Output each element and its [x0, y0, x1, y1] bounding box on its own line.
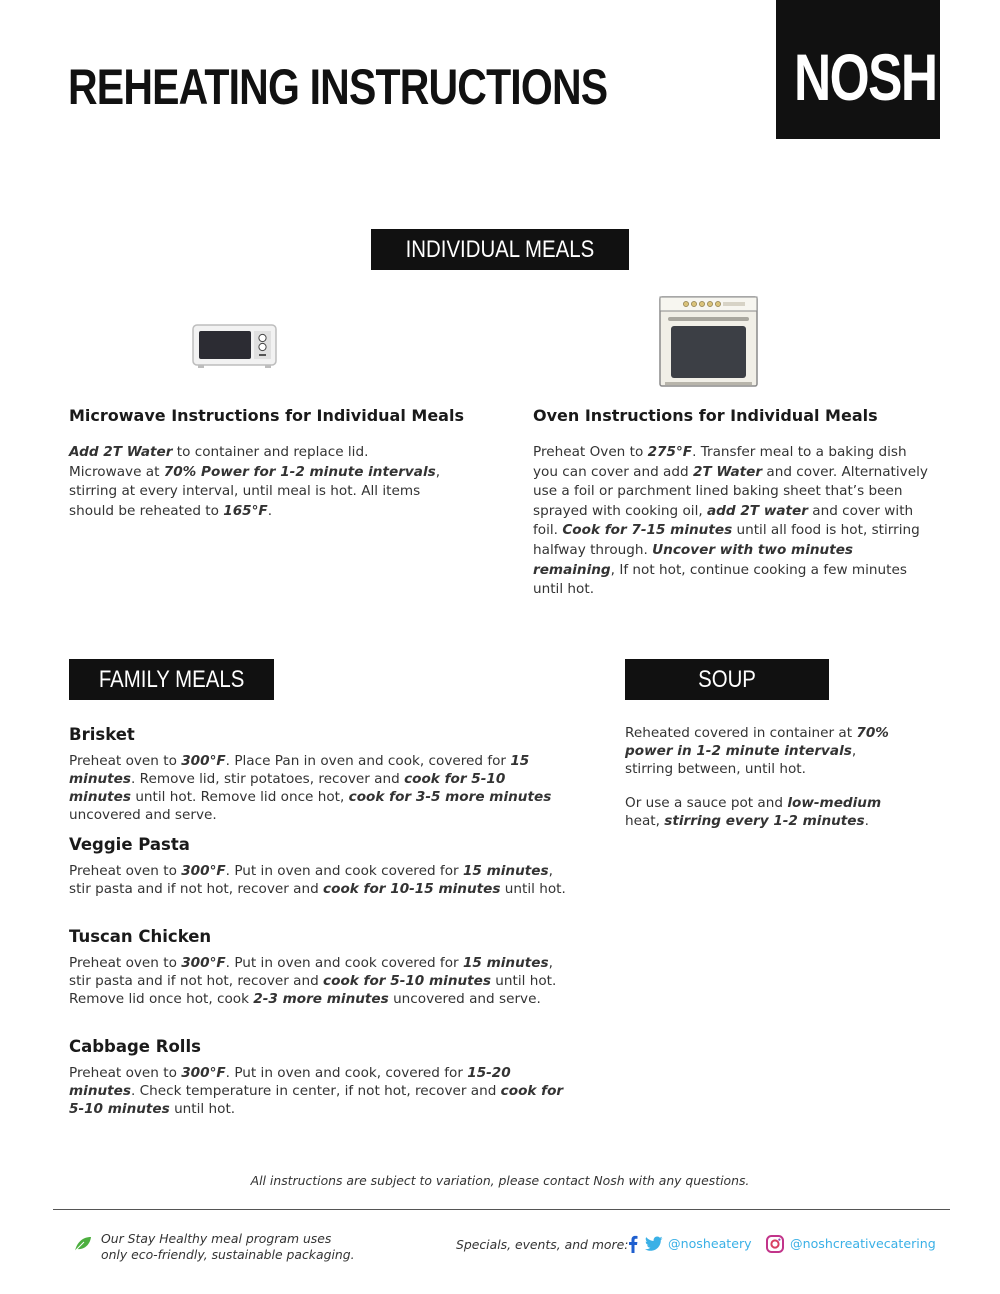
- microwave-instructions: Add 2T Water to container and replace lid. Microwave at 70% Power for 1-2 minute intervals, stirring at every interval, until meal is hot. All items should be reheated to 165°F.: [69, 444, 441, 519]
- facebook-icon[interactable]: [628, 1235, 638, 1253]
- microwave-heading: Microwave Instructions for Individual Meals: [69, 406, 464, 425]
- leaf-icon: [74, 1236, 92, 1252]
- oven-heading: Oven Instructions for Individual Meals: [533, 406, 878, 425]
- veggie-pasta-heading: Veggie Pasta: [69, 835, 190, 854]
- twitter-icon[interactable]: [645, 1236, 663, 1252]
- twitter-handle-link[interactable]: @nosheatery: [668, 1236, 752, 1251]
- soup-instructions-1: Reheated covered in container at 70% power in 1-2 minute intervals, stirring between, until hot.: [625, 725, 889, 777]
- instagram-icon[interactable]: [766, 1235, 784, 1253]
- page-title: REHEATING INSTRUCTIONS: [68, 59, 608, 115]
- individual-meals-banner: [371, 229, 629, 270]
- tuscan-chicken-instructions: Preheat oven to 300°F. Put in oven and cook covered for 15 minutes, stir pasta and if not hot, recover and cook for 5-10 minutes until hot. Remove lid once hot, cook 2-3 more minutes uncovered and serve.: [69, 955, 557, 1007]
- cabbage-rolls-instructions: Preheat oven to 300°F. Put in oven and cook, covered for 15-20 minutes. Check temperature in center, if not hot, recover and cook for 5-10 minutes until hot.: [69, 1065, 564, 1117]
- eco-packaging-note: [101, 1231, 355, 1263]
- specials-label: Specials, events, and more:: [456, 1237, 629, 1252]
- family-meals-banner-label: FAMILY MEALS: [98, 666, 245, 693]
- eco-line-1: Our Stay Healthy meal program uses: [101, 1231, 332, 1246]
- soup-banner-label: SOUP: [698, 666, 756, 693]
- tuscan-chicken-heading: Tuscan Chicken: [69, 927, 212, 946]
- brisket-heading: Brisket: [69, 725, 135, 744]
- logo-text: NOSH: [794, 40, 937, 114]
- instagram-handle-link[interactable]: @noshcreativecatering: [790, 1236, 936, 1251]
- individual-meals-banner-label: INDIVIDUAL MEALS: [405, 236, 595, 263]
- microwave-icon: [192, 323, 277, 369]
- cabbage-rolls-heading: Cabbage Rolls: [69, 1037, 201, 1056]
- eco-line-2: only eco-friendly, sustainable packaging.: [101, 1247, 355, 1262]
- soup-banner: [625, 659, 829, 700]
- footer-divider: [53, 1209, 950, 1210]
- nosh-logo: [776, 0, 940, 139]
- oven-instructions: Preheat Oven to 275°F. Transfer meal to a baking dish you can cover and add 2T Water and cover. Alternatively use a foil or parchment lined baking sheet that’s been sprayed with cooking oil, add 2T water and cover with foil. Cook for 7-15 minutes until all food is hot, stirring halfway through. Uncover with two minutes remaining, If not hot, continue cooking a few minutes until hot.: [533, 444, 928, 598]
- soup-instructions-2: Or use a sauce pot and low-medium heat, stirring every 1-2 minutes.: [625, 795, 882, 829]
- brisket-instructions: Preheat oven to 300°F. Place Pan in oven and cook, covered for 15 minutes. Remove lid, stir potatoes, recover and cook for 5-10 minutes until hot. Remove lid once hot, cook for 3-5 more minutes uncovered and serve.: [69, 753, 552, 823]
- oven-icon: [659, 296, 758, 387]
- family-meals-banner: [69, 659, 274, 700]
- disclaimer-note: All instructions are subject to variation, please contact Nosh with any questions.: [250, 1173, 750, 1188]
- veggie-pasta-instructions: Preheat oven to 300°F. Put in oven and cook covered for 15 minutes, stir pasta and if not hot, recover and cook for 10-15 minutes until hot.: [69, 863, 566, 897]
